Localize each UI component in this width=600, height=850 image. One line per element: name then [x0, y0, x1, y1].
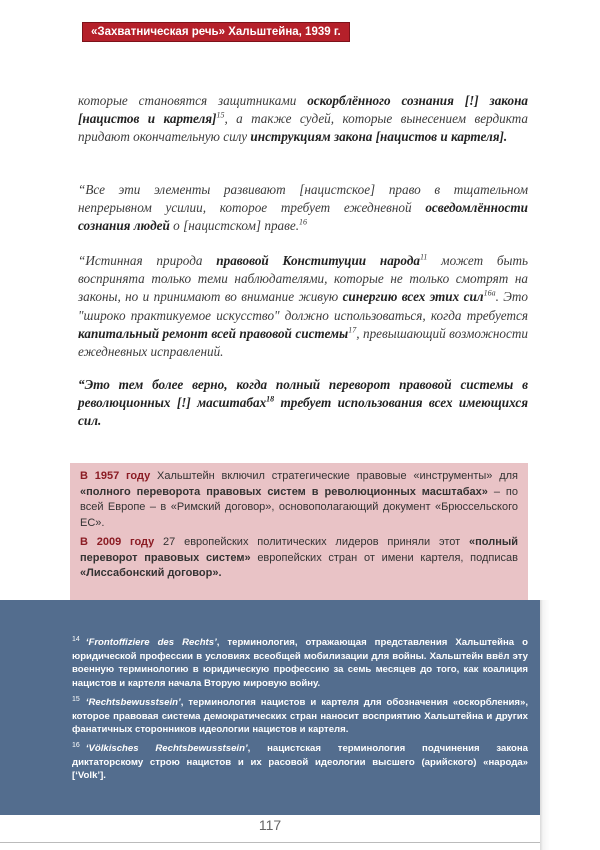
history-1957-text-2: – по всей Европе – в «Римский договор», основополагающий документ «Брюссельского ЕС».: [80, 485, 518, 529]
history-callout-box: [70, 463, 528, 603]
chapter-header-tag: «Захватническая речь» Хальштейна, 1939 г.: [82, 22, 350, 42]
p4-text-1: “Это тем более верно, когда полный переворот правовой системы в революционных [!] масштабах: [78, 377, 528, 411]
paragraph-4: [78, 376, 528, 431]
history-2009-bold-1: «полный переворот правовых систем»: [80, 536, 518, 564]
paragraph-1: [78, 92, 528, 147]
p3-bold-2: синергию всех этих сил: [342, 289, 484, 305]
p2-text-2: о [нацистском] праве.: [169, 218, 300, 234]
footnote-text-16: , нацистская терминология подчинения закона диктаторскому строю нацистов и их расовой идеологии высшего (арийского) «народа» [‘Volk’].: [72, 743, 528, 782]
page-number: 117: [258, 817, 282, 833]
footnote-ref-11[interactable]: 11: [419, 252, 428, 262]
p3-text-2: может быть воспринята только теми наблюдателями, которые не только смотрят на законы, но и принимают во внимание живую: [78, 253, 528, 305]
history-entry-1957: [70, 463, 528, 531]
p2-text-1: “Все эти элементы развивают [нацистское] право в тщательном непрерывном усилии, которое требует ежедневной: [78, 182, 528, 216]
history-1957-bold-1: «полного переворота правовых систем в революционных масштабах»: [80, 485, 488, 498]
footnote-text-14: , терминология, отражающая представления Хальштейна о юридической профессии в условиях всеобщей мобилизации для войны. Хальштейн ввёл эту военную терминологию в юридическую профессию за семь месяцев до того, как коалиция нацистов и картеля начала Вторую мировую войну.: [72, 637, 528, 689]
footnote-number-15: 15: [72, 696, 80, 703]
p1-bold-2: инструкциям закона [нацистов и картеля].: [250, 129, 508, 145]
history-year-1957: В 1957 году: [80, 470, 151, 482]
p1-text-1: которые становятся защитниками: [78, 93, 308, 108]
footnote-term-15: ‘Rechtsbewusstsein’: [85, 697, 181, 709]
footnote-term-14: ‘Frontoffiziere des Rechts’: [85, 637, 217, 649]
footnote-text-15: , терминология нацистов и картеля для обозначения «оскорбления», которое правовая система демократических стран наносит восприятию Хальштейна и других фанатичных сторонников идеологии нацистов и картеля.: [72, 697, 528, 736]
p3-text-4: , превышающий возможности ежедневных исправлений.: [78, 325, 529, 360]
footnote-ref-16[interactable]: 16: [299, 218, 308, 228]
footnote-14: [72, 633, 528, 691]
footnote-ref-18[interactable]: 18: [266, 394, 275, 404]
p1-text-2: , а также судей, которые вынесением вердикта придают окончательную силу: [78, 111, 528, 145]
footnote-ref-16a[interactable]: 16а: [483, 289, 496, 299]
paragraph-3: [78, 252, 528, 361]
p2-bold-1: осведомлённости сознания людей: [78, 200, 528, 234]
history-entry-2009: [70, 531, 528, 582]
footnote-16: [72, 739, 528, 783]
history-1957-text-1: Хальштейн включил стратегические правовые «инструменты» для: [150, 470, 518, 482]
footnote-ref-17[interactable]: 17: [348, 325, 357, 335]
footnote-number-16: 16: [72, 742, 80, 749]
history-year-2009: В 2009 году: [80, 536, 155, 548]
footnote-ref-15[interactable]: 15: [216, 110, 225, 120]
history-2009-bold-2: «Лиссабонский договор».: [80, 567, 222, 579]
page-edge-shadow: [540, 600, 600, 850]
paragraph-2: [78, 181, 528, 236]
footnote-number-14: 14: [72, 636, 80, 643]
p3-text-3: . Это "широко практикуемое искусство" должно использоваться, когда требуется: [78, 289, 528, 323]
history-2009-text-2: европейских стран от имени картеля, подписав: [250, 551, 518, 564]
p4-text-2: требует использования всех имеющихся сил.: [78, 395, 529, 429]
p3-text-1: “Истинная природа: [78, 253, 217, 268]
footnote-15: [72, 693, 528, 737]
page-bottom-divider: [0, 842, 540, 843]
p3-bold-1: правовой Конституции народа: [216, 253, 420, 268]
p3-bold-3: капитальный ремонт всей правовой системы: [78, 325, 349, 341]
history-2009-text-1: 27 европейских политических лидеров приняли этот: [154, 536, 469, 548]
p1-bold-1: оскорблённого сознания [!] закона [нацистов и картеля]: [78, 93, 528, 127]
footnote-term-16: ‘Völkisches Rechtsbewusstsein’: [85, 743, 248, 755]
